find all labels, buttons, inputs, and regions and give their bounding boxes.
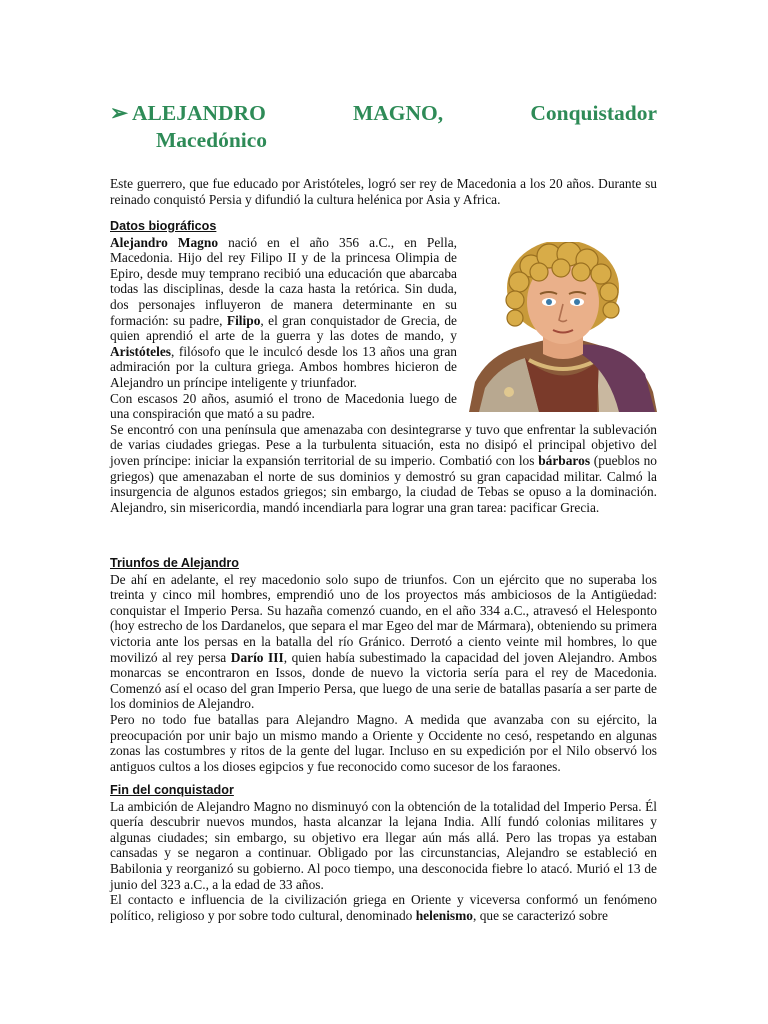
section-fin-del-conquistador (110, 783, 657, 923)
section-heading: Triunfos de Alejandro (110, 556, 239, 570)
section-heading: Fin del conquistador (110, 783, 234, 797)
section-heading: Datos biográficos (110, 219, 217, 233)
alexander-portrait-image (469, 242, 657, 412)
paragraph: La ambición de Alejandro Magno no disminuyó con la obtención de la totalidad del Imperio Persa. Él quería descubrir nuevos mundos, hasta alcanzar la lejana India. Allí fundó colonias militares y algunas ciudades; sin embargo, su objetivo era llegar aún más allá. Pero las tropas ya estaban cansadas y se negaron a continuar. Obligado por las circunstancias, Alejandro se estableció en Babilonia y reorganizó su gobierno. Al poco tiempo, una desconocida fiebre lo atacó. Murió el 13 de junio del 323 a.C., a la edad de 33 años. (110, 798, 657, 892)
paragraph: Alejandro Magno nació en el año 356 a.C., en Pella, Macedonia. Hijo del rey Filipo II y de la princesa Olimpia de Epiro, desde muy temprano recibió una educación que abarcaba todas las disciplinas, desde la caza hasta la retórica. Sin duda, dos personajes influyeron de manera determinante en su formación: su padre, Filipo, el gran conquistador de Grecia, de quien aprendió el arte de la guerra y las dotes de mando, y Aristóteles, filósofo que le inculcó desde los 13 años una gran admiración por la cultura griega. Ambos hombres hicieron de Alejandro un príncipe inteligente y triunfador. (110, 234, 457, 390)
arrow-bullet-icon: ➢ (110, 101, 129, 125)
paragraph: Con escasos 20 años, asumió el trono de Macedonia luego de una conspiración que mató a su padre. (110, 390, 457, 422)
page-title (110, 100, 657, 154)
title-line-2: Macedónico (156, 128, 268, 152)
title-word-2: MAGNO, (352, 101, 444, 125)
intro-paragraph: Este guerrero, que fue educado por Aristóteles, logró ser rey de Macedonia a los 20 años. Durante su reinado conquistó Persia y difundió la cultura helénica por Asia y Africa. (110, 176, 657, 207)
title-word-1: ALEJANDRO (132, 101, 266, 125)
paragraph: De ahí en adelante, el rey macedonio solo supo de triunfos. Con un ejército que no superaba los treinta y cinco mil hombres, emprendió uno de los proyectos más ambiciosos de la Antigüedad: conquistar el Imperio Persa. Su hazaña comenzó cuando, en el año 334 a.C., atravesó el Helesponto (hoy estrecho de los Dardanelos, que separa el mar Egeo del mar de Mármara), obteniendo su primera victoria ante los persas en la batalla del río Gránico. Derrotó a ciento veinte mil hombres, lo que movilizó al rey persa Darío III, quien había subestimado la capacidad del joven Alejandro. Ambos monarcas se encontraron en Issos, donde de nuevo la victoria sería para el rey de Macedonia. Comenzó así el ocaso del gran Imperio Persa, que luego de una serie de batallas pasaría a ser parte de los dominios de Alejandro. (110, 571, 657, 712)
paragraph: El contacto e influencia de la civilización griega en Oriente y viceversa conformó un fenómeno político, religioso y por sobre todo cultural, denominado helenismo, que se caracterizó sobre (110, 892, 657, 923)
title-line-1 (110, 100, 657, 127)
title-word-3: Conquistador (530, 101, 657, 125)
section-triunfos (110, 556, 657, 774)
paragraph: Pero no todo fue batallas para Alejandro Magno. A medida que avanzaba con su ejército, la preocupación por unir bajo un mismo mando a Oriente y Occidente no cesó, respetando en algunas zonas las costumbres y ritos de la gente del lugar. Incluso en su expedición por el Nilo observó los antiguos cultos a los dioses egipcios y fue reconocido como sucesor de los faraones. (110, 711, 657, 774)
paragraph: Se encontró con una península que amenazaba con desintegrarse y tuvo que enfrentar la sublevación de varias ciudades griegas. Pese a la turbulenta situación, esta no disipó el principal objetivo del joven príncipe: iniciar la expansión territorial de su imperio. Combatió con los bárbaros (pueblos no griegos) que amenazaban el norte de sus dominios y demostró su gran capacidad militar. Calmó la insurgencia de algunos estados griegos; sin embargo, la ciudad de Tebas se opuso a la dominación. Alejandro, sin misericordia, mandó incendiarla para lograr una gran tarea: pacificar Grecia. (110, 421, 658, 515)
